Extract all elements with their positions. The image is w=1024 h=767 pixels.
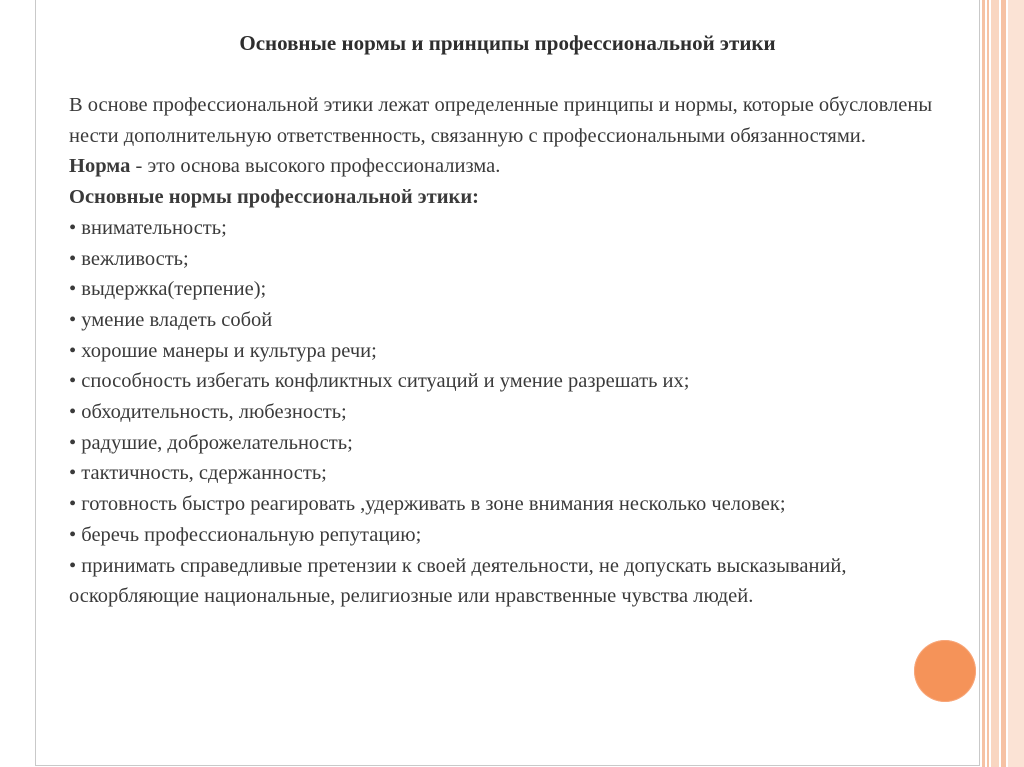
decorative-circle [914,640,976,702]
decorative-stripe [987,0,989,767]
norm-term: Норма [69,155,131,178]
decorative-stripe [991,0,999,767]
list-item: • хорошие манеры и культура речи; [69,339,377,362]
list-item: • способность избегать конфликтных ситуаций и умение разрешать их; [69,370,690,393]
decorative-stripe [1001,0,1006,767]
list-item: • обходительность, любезность; [69,401,347,424]
slide-body [69,90,949,612]
norm-definition [69,151,949,182]
decorative-stripe [982,0,985,767]
decorative-stripe [1008,0,1024,767]
list-heading: Основные нормы профессиональной этики: [69,186,479,209]
list-item: • беречь профессиональную репутацию; [69,523,422,546]
list-item: • принимать справедливые претензии к своей деятельности, не допускать высказываний, оскорбляющие национальные, религиозные или нравственные чувства людей. [69,554,847,608]
list-item: • вежливость; [69,247,189,270]
list-item: • тактичность, сдержанность; [69,462,327,485]
list-item: • радушие, доброжелательность; [69,431,353,454]
list-item: • умение владеть собой [69,308,273,331]
norm-definition-text: - это основа высокого профессионализма. [130,155,501,178]
list-item: • готовность быстро реагировать ,удерживать в зоне внимания несколько человек; [69,493,786,516]
list-item: • внимательность; [69,216,227,239]
norms-list [69,213,949,612]
intro-paragraph: В основе профессиональной этики лежат определенные принципы и нормы, которые обусловлены нести дополнительную ответственность, связанную с профессиональными обязанностями. [69,94,933,147]
slide-title: Основные нормы и принципы профессиональной этики [239,31,776,55]
list-item: • выдержка(терпение); [69,278,267,301]
